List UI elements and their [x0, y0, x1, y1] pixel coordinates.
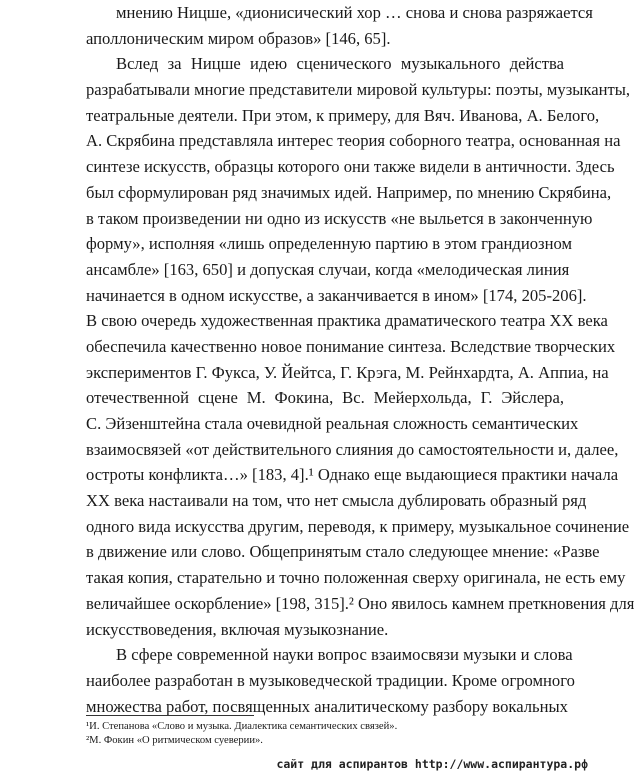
text-line: наиболее разработан в музыковедческой традиции. Кроме огромного: [86, 670, 575, 690]
text-line: был сформулирован ряд значимых идей. Например, по мнению Скрябина,: [86, 182, 612, 202]
text-line: С. Эйзенштейна стала очевидной реальная сложность семантических: [86, 414, 579, 433]
footnote-divider: [86, 715, 254, 716]
text-line: А. Скрябина представляла интерес теория соборного театра, основанная на: [86, 131, 621, 151]
footnote-2: ²М. Фокин «О ритмическом суеверии».: [86, 735, 263, 746]
text-line: взаимосвязей «от действительного слияния до самостоятельности и, далее,: [86, 439, 619, 459]
text-line: форму», исполняя «лишь определенную партию в этом грандиозном: [86, 234, 572, 254]
footnote-1: ¹И. Степанова «Слово и музыка. Диалектика семантических связей».: [86, 721, 398, 732]
text-line: аполлоническим миром образов» [146, 65].: [86, 28, 391, 48]
text-line: театральные деятели. При этом, к примеру, для Вяч. Иванова, А. Белого,: [86, 105, 600, 125]
footnotes: [86, 720, 564, 748]
text-line: Вслед за Ницше идею сценического музыкального действа: [116, 54, 564, 74]
text-line: такая копия, старательно и точно положенная сверху оригинала, не есть ему: [86, 568, 626, 588]
text-line: обеспечила качественно новое понимание синтеза. Вследствие творческих: [86, 336, 616, 356]
text-line: ансамбле» [163, 650] и допуская случаи, когда «мелодическая линия: [86, 259, 570, 279]
text-line: отечественной сцене М. Фокина, Вс. Мейерхольда, Г. Эйслера,: [86, 388, 564, 408]
text-line: XX века настаивали на том, что нет смысла дублировать образный ряд: [86, 491, 587, 511]
text-line: начинается в одном искусстве, а заканчивается в ином» [174, 205-206].: [86, 285, 587, 305]
text-line: экспериментов Г. Фукса, У. Йейтса, Г. Крэга, М. Рейнхардта, А. Аппиа, на: [86, 362, 609, 382]
text-line: одного вида искусства другим, переводя, к примеру, музыкальное сочинение: [86, 516, 630, 536]
text-line: величайшее оскорбление» [198, 315].² Оно явилось камнем преткновения для: [86, 593, 634, 613]
text-line: В свою очередь художественная практика драматического театра XX века: [86, 311, 608, 331]
text-line: синтезе искусств, образцы которого они также видели в античности. Здесь: [86, 157, 615, 177]
text-line: В сфере современной науки вопрос взаимосвязи музыки и слова: [116, 645, 573, 665]
body-text: [86, 0, 634, 719]
text-line: искусствоведения, включая музыкознание.: [86, 619, 389, 639]
site-watermark: сайт для аспирантов http://www.аспирантура.рф: [276, 757, 588, 771]
text-line: в движение или слово. Общепринятым стало следующее мнение: «Разве: [86, 542, 600, 562]
text-line: разрабатывали многие представители мировой культуры: поэты, музыканты,: [86, 80, 631, 100]
text-line: в таком произведении ни одно из искусств «не выльется в законченную: [86, 208, 593, 228]
text-line: мнению Ницше, «дионисический хор … снова и снова разряжается: [116, 3, 593, 22]
text-line: множества работ, посвященных аналитическому разбору вокальных: [86, 696, 568, 716]
text-line: остроты конфликта…» [183, 4].¹ Однако еще выдающиеся практики начала: [86, 465, 619, 485]
